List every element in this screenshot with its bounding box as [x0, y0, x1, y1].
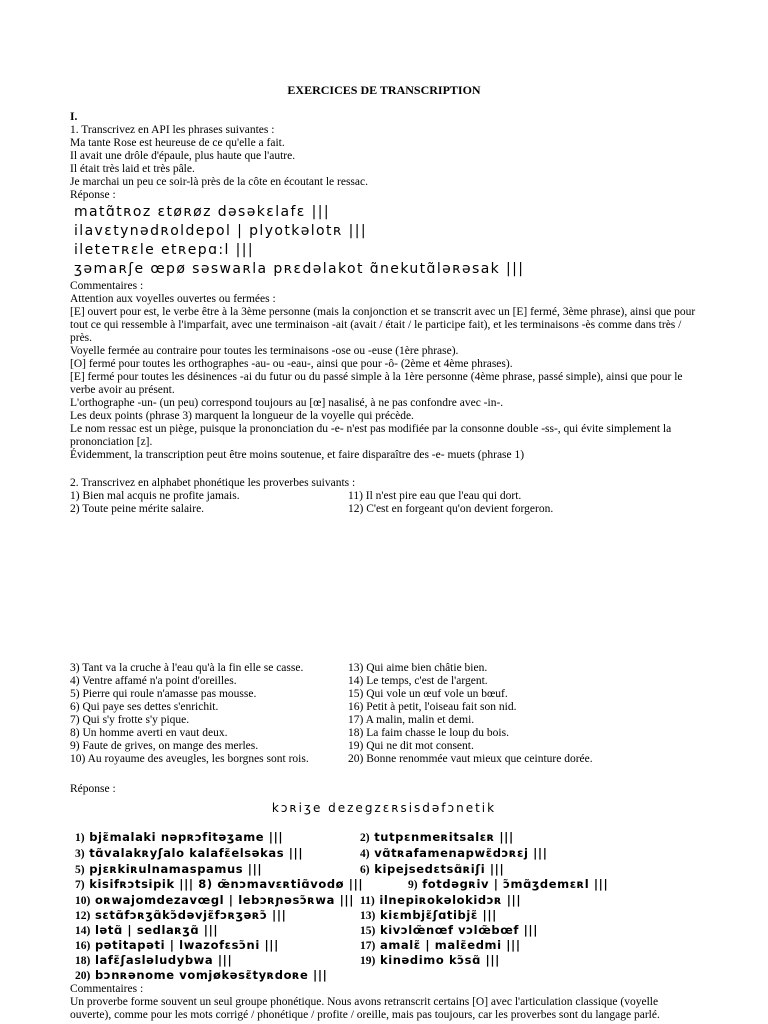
proverb: 12) C'est en forgeant qu'on devient forgeron.: [348, 503, 554, 515]
proverb: 7) Qui s'y frotte s'y pique.: [70, 714, 190, 726]
exercise-2-prompt: 2. Transcrivez en alphabet phonétique les proverbes suivants :: [70, 477, 356, 489]
ipa-answer: 16) pətitapəti | lwazofɛsɔ̃ni |||: [75, 938, 279, 952]
ipa-answer: 1) bjɛ̃malaki nəpʀɔfitəʒame |||: [75, 830, 284, 844]
proverb: 10) Au royaume des aveugles, les borgnes sont rois.: [70, 753, 309, 765]
ipa-answer: 10) oʀwajomdezavœgl | lebɔʀɲəsɔ̃ʀwa |||: [75, 893, 354, 907]
comments-label: Commentaires :: [70, 280, 144, 292]
section-number: I.: [70, 111, 78, 123]
page-title: EXERCICES DE TRANSCRIPTION: [287, 83, 481, 97]
proverb: 17) A malin, malin et demi.: [348, 714, 475, 726]
ipa-transcription: ileteтʀɛle etʀepɑ:l |||: [74, 242, 254, 258]
answer-label: Réponse :: [70, 783, 116, 795]
comment-line: Attention aux voyelles ouvertes ou fermées :: [70, 293, 276, 305]
ipa-answer: 14) lətɑ̃ | sedlaʀʒɑ̃ |||: [75, 923, 219, 937]
proverb: 1) Bien mal acquis ne profite jamais.: [70, 490, 240, 502]
comment-line: [O] fermé pour toutes les orthographes -au- ou -eau-, ainsi que pour -ô- (2ème et 4ème phrases).: [70, 358, 513, 370]
answer-label: Réponse :: [70, 189, 116, 201]
ipa-answer: 7) kisifʀɔtsipik ||| 8) œ̃nɔmavɛʀtiɑ̃vodø |||: [75, 877, 364, 891]
ipa-transcription: ʒəmaʀʃe œpø səswaʀla pʀɛdəlakot ɑ̃nekutɑ̃ləʀəsak |||: [74, 261, 525, 277]
ipa-transcription: matɑ̃tʀoz ɛtøʀøz dəsəkɛlafɛ |||: [74, 204, 330, 220]
sentence: Il avait une drôle d'épaule, plus haute que l'autre.: [70, 150, 296, 162]
comment-paragraph: Le nom ressac est un piège, puisque la prononciation du -e- n'est pas modifiée par la consonne double -ss-, qui évite simplement la prononciation [z].: [70, 423, 672, 448]
ipa-answer: 4) vɑ̃tʀafamenapwɛ̃dɔʀɛj |||: [360, 846, 548, 860]
proverb: 5) Pierre qui roule n'amasse pas mousse.: [70, 688, 257, 700]
sentence: Je marchai un peu ce soir-là près de la côte en écoutant le ressac.: [70, 176, 368, 188]
comment-line: Les deux points (phrase 3) marquent la longueur de la voyelle qui précède.: [70, 410, 414, 422]
proverb: 16) Petit à petit, l'oiseau fait son nid.: [348, 701, 517, 713]
ipa-answer: 11) ilnepiʀokəlokidɔʀ |||: [360, 893, 522, 907]
answer-title: kɔʀiʒe dezegzɛʀsisdəfɔnetik: [271, 801, 497, 815]
proverb: 8) Un homme averti en vaut deux.: [70, 727, 228, 739]
proverb: 11) Il n'est pire eau que l'eau qui dort.: [348, 490, 522, 502]
proverb: 13) Qui aime bien châtie bien.: [348, 662, 488, 674]
proverb: 18) La faim chasse le loup du bois.: [348, 727, 509, 739]
comment-paragraph: Un proverbe forme souvent un seul groupe phonétique. Nous avons retranscrit certains [O] avec l'articulation classique (voyelle ouverte), comme pour les mots corrigé / phonétique / profite / oreille, mais pas toujours, car les proverbes sont du langage parlé.: [70, 996, 660, 1021]
comment-paragraph: [E] fermé pour toutes les désinences -ai du futur ou du passé simple à la 1ère personne (4ème phrase, passé simple), ainsi que pour le verbe avoir au présent.: [70, 371, 683, 396]
ipa-answer: 9) fotdəgʀiv | ɔ̃mɑ̃ʒdemɛʀl |||: [408, 877, 609, 891]
proverb: 2) Toute peine mérite salaire.: [70, 503, 205, 515]
sentence: Il était très laid et très pâle.: [70, 163, 195, 175]
proverb: 3) Tant va la cruche à l'eau qu'à la fin elle se casse.: [70, 662, 304, 674]
sentence: Ma tante Rose est heureuse de ce qu'elle a fait.: [70, 137, 285, 149]
ipa-answer: 2) tutpɛnmeʀitsalɛʀ |||: [360, 830, 514, 844]
comment-paragraph: [E] ouvert pour est, le verbe être à la 3ème personne (mais la conjonction et se transcrit avec un [E] fermé, 3ème phrase), ainsi que pour tout ce qui ressemble à l'imparfait, avec une terminaison -ait (avait / était / le participe fait), et les terminaisons -ès comme dans très / près.: [70, 306, 696, 344]
proverb: 4) Ventre affamé n'a point d'oreilles.: [70, 675, 237, 687]
comment-line: L'orthographe -un- (un peu) correspond toujours au [œ] nasalisé, à ne pas confondre avec -in-.: [70, 397, 504, 409]
ipa-answer: 19) kinədimo kɔ̃sɑ̃ |||: [360, 953, 500, 967]
ipa-answer: 18) lafɛ̃ʃasləludybwa |||: [75, 953, 233, 967]
comments-label: Commentaires :: [70, 983, 144, 995]
ipa-answer: 6) kipejsedɛtsɑ̃ʀiʃi |||: [360, 862, 505, 876]
proverb: 15) Qui vole un œuf vole un bœuf.: [348, 688, 508, 700]
ipa-answer: 12) sɛtɑ̃fɔʀʒɑ̃kɔ̃dəvjɛ̃fɔʀʒəʀɔ̃ |||: [75, 908, 287, 922]
proverb: 6) Qui paye ses dettes s'enrichit.: [70, 701, 219, 713]
ipa-answer: 3) tɑ̃valakʀyʃalo kalafɛ̃elsəkas |||: [75, 846, 304, 860]
proverb: 20) Bonne renommée vaut mieux que ceinture dorée.: [348, 753, 593, 765]
comment-line: Voyelle fermée au contraire pour toutes les terminaisons -ose ou -euse (1ère phrase).: [70, 345, 459, 357]
ipa-transcription: ilavɛtynədʀoldepol | plyotkəlotʀ |||: [74, 223, 367, 239]
ipa-answer: 20) bɔnʀənome vomjøkəsɛ̃tyʀdoʀe |||: [75, 968, 328, 982]
ipa-answer: 13) kiɛmbjɛ̃ʃɑtibjɛ̃ |||: [360, 908, 497, 922]
ipa-answer: 15) kivɔlœ̃nœf vɔlœ̃bœf |||: [360, 923, 539, 937]
proverb: 14) Le temps, c'est de l'argent.: [348, 675, 488, 687]
proverb: 19) Qui ne dit mot consent.: [348, 740, 474, 752]
comment-line: Évidemment, la transcription peut être moins soutenue, et faire disparaître des -e- muets (phrase 1): [70, 449, 525, 461]
exercise-1-prompt: 1. Transcrivez en API les phrases suivantes :: [70, 124, 275, 136]
ipa-answer: 5) pjɛʀkiʀulnamaspamus |||: [75, 862, 263, 876]
ipa-answer: 17) amalɛ̃ | malɛ̃edmi |||: [360, 938, 521, 952]
proverb: 9) Faute de grives, on mange des merles.: [70, 740, 259, 752]
